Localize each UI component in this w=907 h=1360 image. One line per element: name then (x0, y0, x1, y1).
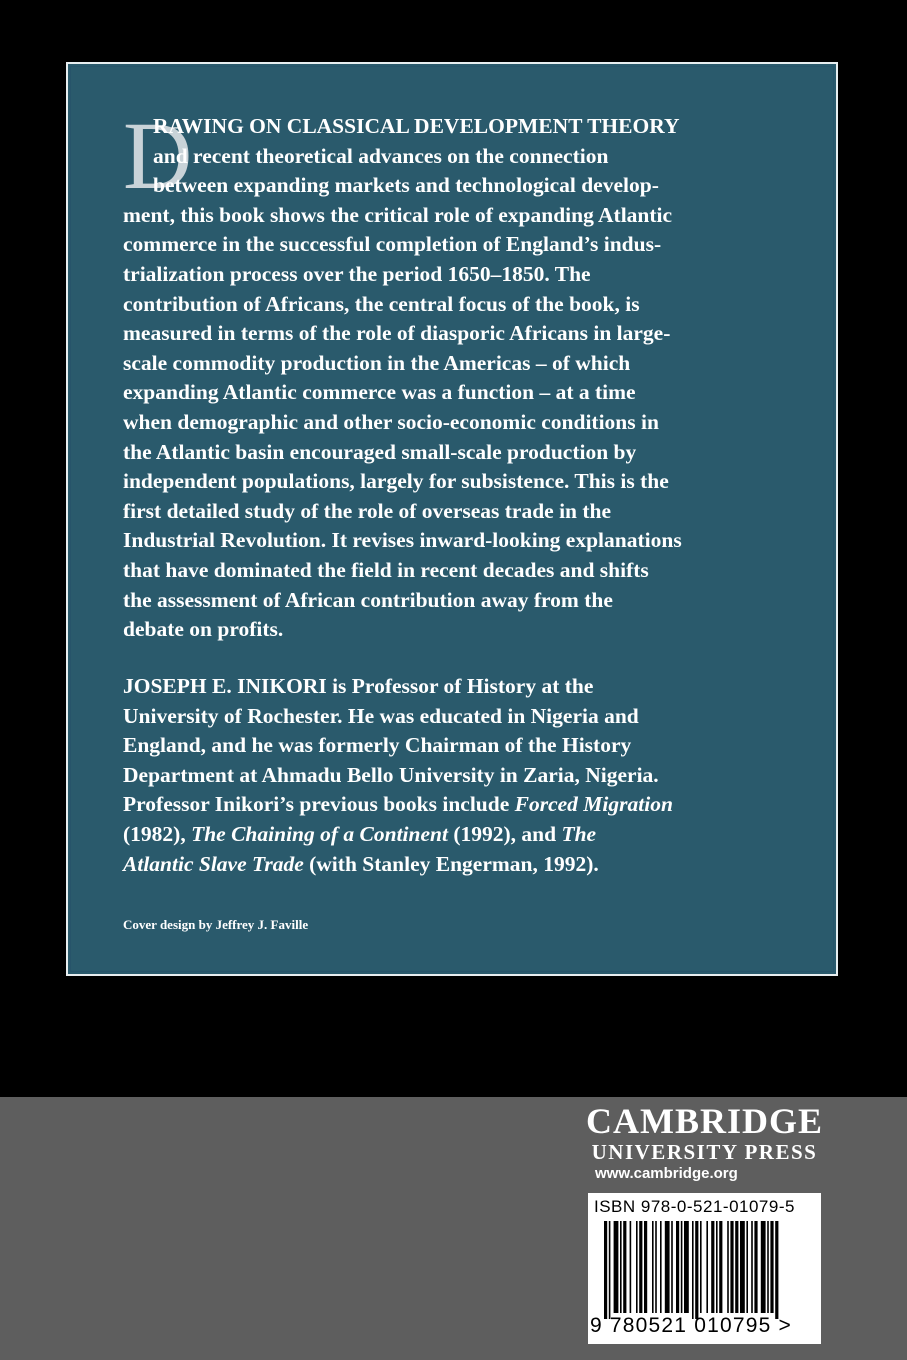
barcode-bar (644, 1221, 647, 1313)
barcode-bar (665, 1221, 670, 1313)
book-title: Forced Migration (514, 792, 673, 817)
isbn-label: ISBN 978-0-521-01079-5 (594, 1197, 795, 1216)
blurb-line: ment, this book shows the critical role of expanding Atlantic (123, 202, 673, 227)
bio-text: (1992), and (447, 821, 562, 846)
book-title: The Chaining of a Continent (191, 821, 448, 846)
bio-line: Department at Ahmadu Bello University in Zaria, Nigeria. (123, 762, 659, 787)
blurb-line: the assessment of African contribution away from the (123, 587, 613, 612)
cover-credit: Cover design by Jeffrey J. Faville (123, 917, 309, 932)
barcode-bar (751, 1221, 753, 1313)
publisher-logo (586, 1102, 823, 1164)
blurb-line: that have dominated the field in recent decades and shifts (123, 557, 649, 582)
blurb-panel (66, 62, 838, 976)
barcode-bar (716, 1221, 718, 1313)
blurb-line: RAWING ON CLASSICAL DEVELOPMENT THEORY (153, 114, 680, 138)
barcode-bar (761, 1221, 766, 1313)
book-title: Atlantic Slave Trade (123, 851, 304, 876)
bio-line: JOSEPH E. INIKORI is Professor of History at the (123, 674, 594, 698)
barcode-bar (614, 1221, 619, 1313)
author-bio (123, 672, 788, 879)
barcode-bar (623, 1221, 626, 1313)
barcode-bar (746, 1221, 748, 1313)
blurb-line: independent populations, largely for subsistence. This is the (123, 469, 669, 494)
barcode-bar (730, 1221, 733, 1313)
blurb-line: between expanding markets and technological develop- (153, 173, 659, 198)
barcode-number: 9 780521 010795 > (590, 1314, 792, 1337)
barcode-bar (630, 1221, 632, 1313)
publisher-subtitle: UNIVERSITY PRESS (591, 1140, 818, 1164)
book-title: The (561, 821, 597, 846)
publisher-name: CAMBRIDGE (585, 1101, 823, 1141)
barcode-bar (684, 1221, 689, 1313)
drop-cap: D (123, 102, 193, 209)
bio-line (123, 790, 788, 820)
barcode-bar (727, 1221, 729, 1313)
blurb-line: scale commodity production in the Americas – of which (123, 350, 631, 375)
barcode-bar (655, 1221, 657, 1313)
barcode-bar (692, 1221, 694, 1319)
bio-line: England, and he was formerly Chairman of the History (123, 733, 632, 758)
bio-line: University of Rochester. He was educated in Nigeria and (123, 703, 639, 728)
barcode-bar (711, 1221, 714, 1313)
barcode-bar (636, 1221, 638, 1313)
blurb-line: Industrial Revolution. It revises inward-looking explanations (123, 528, 682, 553)
blurb-line: and recent theoretical advances on the connection (153, 143, 609, 168)
barcode-bar (770, 1221, 773, 1313)
bio-text: (1982), (123, 821, 192, 846)
barcode-bar (706, 1221, 708, 1313)
bio-text: Professor Inikori’s previous books include (123, 792, 515, 817)
barcode-bar (660, 1221, 662, 1313)
barcode-bar (700, 1221, 702, 1313)
blurb-line: when demographic and other socio-economic conditions in (123, 409, 659, 434)
barcode-bar (719, 1221, 722, 1313)
barcode-bar (695, 1221, 698, 1319)
barcode-bar (740, 1221, 745, 1313)
barcode-bar (609, 1221, 611, 1319)
barcode-bar (604, 1221, 607, 1319)
barcode-bar (671, 1221, 673, 1313)
bio-line (123, 850, 788, 880)
blurb-text (123, 102, 788, 645)
blurb-line: commerce in the successful completion of England’s indus- (123, 232, 662, 257)
blurb-line: the Atlantic basin encouraged small-scale production by (123, 439, 637, 464)
blurb-line: measured in terms of the role of diasporic Africans in large- (123, 321, 671, 346)
blurb-line: first detailed study of the role of overseas trade in the (123, 498, 612, 523)
blurb-line: expanding Atlantic commerce was a function – at a time (123, 380, 636, 405)
barcode-bar (775, 1221, 778, 1319)
barcode-bar (639, 1221, 642, 1313)
publisher-url: www.cambridge.org (595, 1165, 738, 1182)
barcode-bar (676, 1221, 679, 1313)
bio-text: (with Stanley Engerman, 1992). (303, 851, 599, 876)
barcode-bar (735, 1221, 738, 1313)
bio-line (123, 820, 788, 850)
isbn-barcode (588, 1193, 821, 1344)
barcode-bar (681, 1221, 683, 1313)
blurb-line: trialization process over the period 1650–1850. The (123, 261, 591, 286)
barcode-bar (652, 1221, 654, 1313)
barcode-bar (620, 1221, 622, 1313)
barcode-bar (754, 1221, 757, 1313)
blurb-line: debate on profits. (123, 617, 284, 642)
barcode-bar (767, 1221, 769, 1313)
blurb-line: contribution of Africans, the central focus of the book, is (123, 291, 640, 316)
